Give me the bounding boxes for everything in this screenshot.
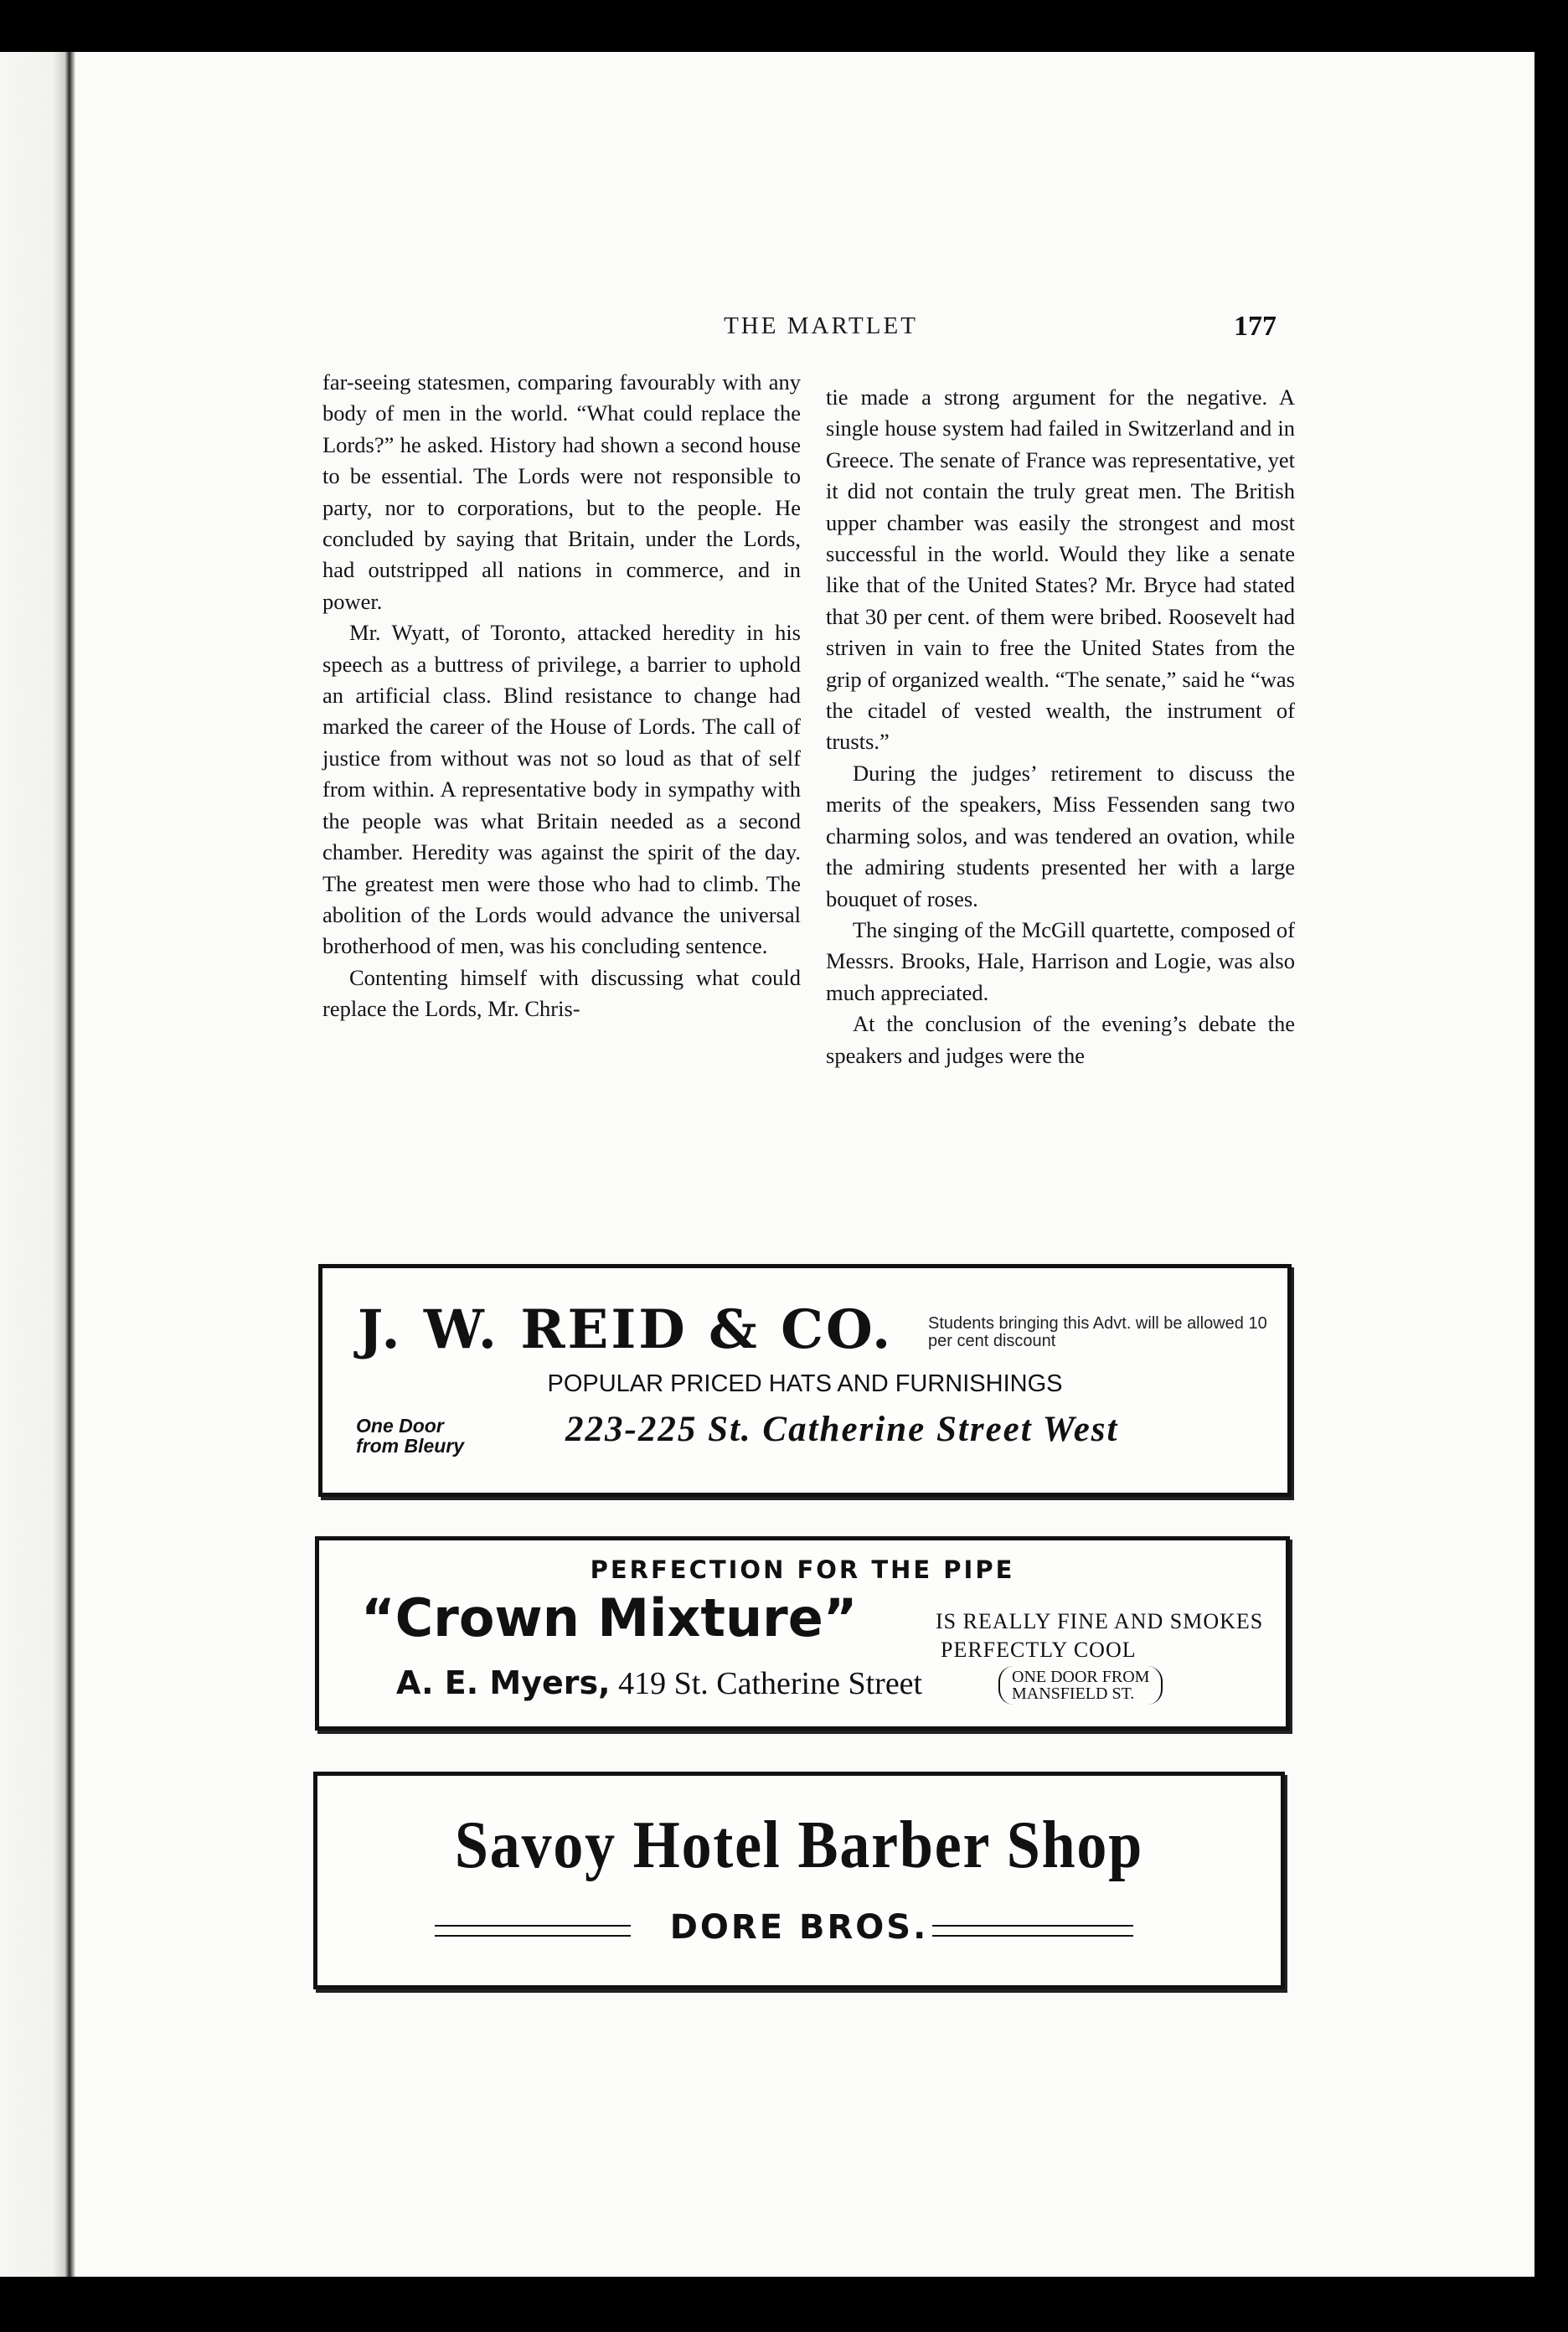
ad-claim-line: IS REALLY FINE AND SMOKES: [936, 1609, 1264, 1633]
ad-seller: [396, 1664, 922, 1702]
ad-firm-name: J. W. REID & CO.: [358, 1298, 894, 1361]
advertisement-reid: [318, 1264, 1292, 1497]
decorative-rule: [932, 1925, 1133, 1937]
ad-discount-note: Students bringing this Advt. will be allowed 10 per cent discount: [928, 1314, 1267, 1350]
ad-shop-name: Savoy Hotel Barber Shop: [454, 1808, 1144, 1882]
paragraph: Mr. Wyatt, of Toronto, attacked heredity in his speech as a buttress of privilege, a barrier to uphold an artificial class. Blind resistance to change had marked the career of the House of Lords. The call of justice from without was not so loud as that of self from within. A representative body in sympathy with the people was what Britain needed as a second chamber. Heredity was against the spirit of the day. The greatest men were those who had to climb. The abolition of the Lords would advance the universal brotherhood of men, was his concluding sentence.: [322, 620, 801, 959]
paragraph: During the judges’ retirement to discuss the merits of the speakers, Miss Fessenden sang two charming solos, and was tendered an ovation, while the admiring students presented her with a large bouquet of roses.: [826, 760, 1295, 911]
ad-seller-address: 419 St. Catherine Street: [618, 1666, 923, 1701]
article-right-column: [826, 382, 1295, 1071]
paragraph: tie made a strong argument for the negative. A single house system had failed in Switzerland and in Greece. The senate of France was representative, yet it did not contain the truly great men. The British upper chamber was easily the strongest and most successful in the world. Would they like a senate like that of the United States? Mr. Bryce had stated that 30 per cent. of them were bribed. Roosevelt had striven in vain to free the United States from the grip of organized wealth. “The senate,” said he “was the citadel of vested wealth, the instrument of trusts.”: [826, 384, 1295, 755]
ad-address: 223-225 St. Catherine Street West: [565, 1410, 1119, 1449]
ad-location-note: [356, 1416, 464, 1456]
ad-headline: PERFECTION FOR THE PIPE: [590, 1556, 1015, 1584]
paragraph: The singing of the McGill quartette, composed of Messrs. Brooks, Hale, Harrison and Logie, was also much appreciated.: [826, 916, 1295, 1005]
ad-location-line: from Bleury: [356, 1435, 465, 1457]
advertisement-crown-mixture: [315, 1536, 1290, 1731]
ad-location-line: ONE DOOR FROM: [1012, 1668, 1150, 1686]
page-number: 177: [1234, 311, 1277, 342]
paragraph: At the conclusion of the evening’s debate the speakers and judges were the: [826, 1011, 1295, 1068]
ad-tagline: POPULAR PRICED HATS AND FURNISHINGS: [547, 1370, 1063, 1397]
paragraph: far-seeing statesmen, comparing favourably with any body of men in the world. “What could replace the Lords?” he asked. History had shown a second house to be essential. The Lords were not responsible to party, nor to corporations, but to the people. He concluded by saying that Britain, under the Lords, had outstripped all nations in commerce, and in power.: [322, 369, 801, 614]
running-head: THE MARTLET: [724, 312, 918, 339]
article-left-column: [322, 367, 801, 1025]
ad-location-line: One Door: [356, 1415, 444, 1437]
ad-location-line: MANSFIELD ST.: [1012, 1685, 1135, 1703]
ad-seller-name: A. E. Myers,: [396, 1664, 611, 1701]
ad-claim-line: PERFECTLY COOL: [941, 1638, 1137, 1662]
ad-brand-name: “Crown Mixture”: [361, 1587, 858, 1648]
ad-claim: [936, 1607, 1271, 1664]
advertisement-savoy-barber: [313, 1772, 1285, 1989]
ad-owners: DORE BROS.: [669, 1908, 929, 1947]
paragraph: Contenting himself with discussing what could replace the Lords, Mr. Chris-: [322, 964, 801, 1022]
ad-location-note: [998, 1666, 1163, 1705]
book-spine-gutter: [0, 52, 75, 2277]
